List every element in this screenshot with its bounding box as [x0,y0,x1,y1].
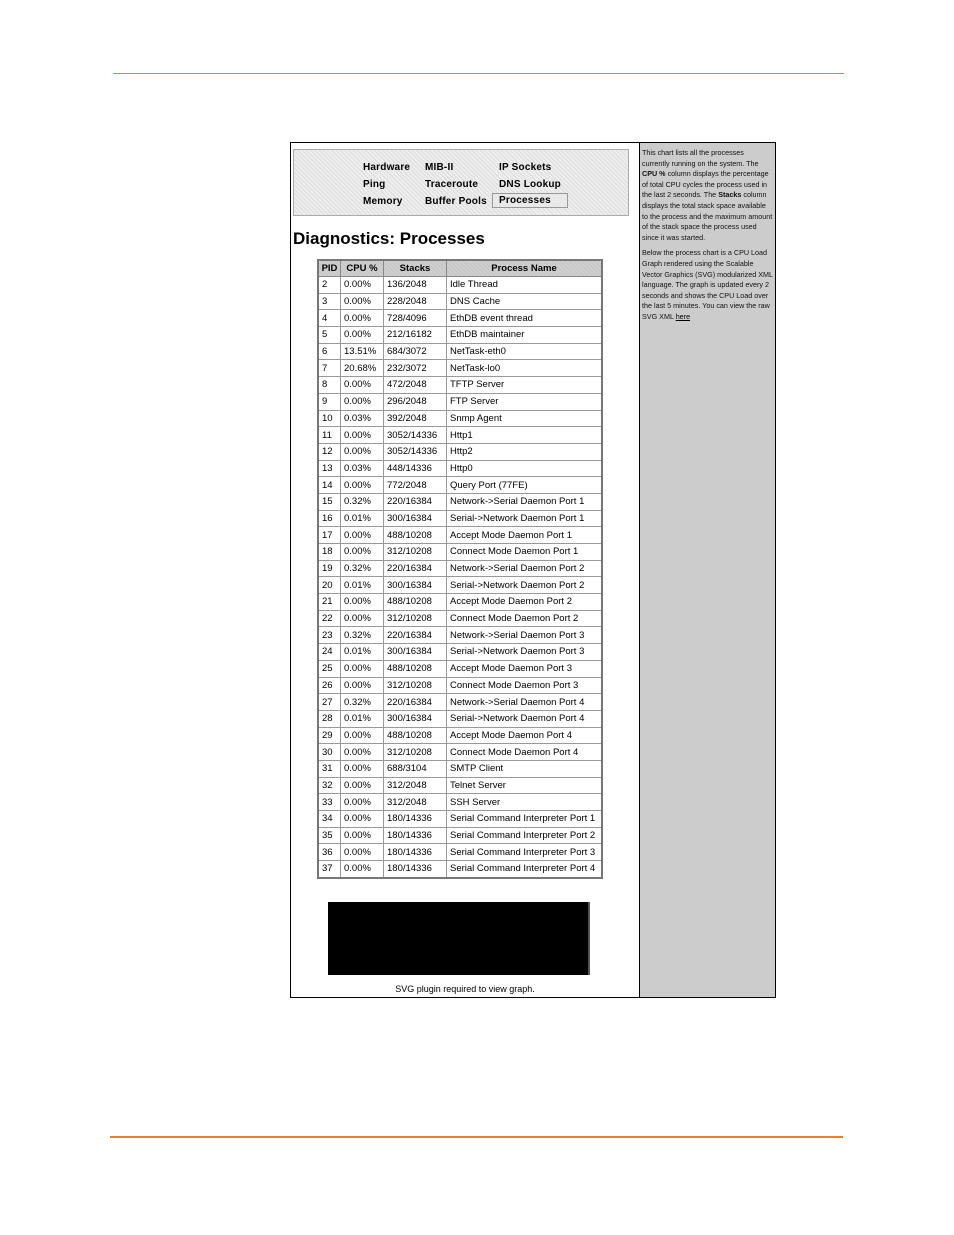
cell-process-name: Serial->Network Daemon Port 4 [447,710,603,727]
table-row [318,710,602,727]
cell-process-name: Accept Mode Daemon Port 2 [447,594,603,611]
cell-cpu: 0.32% [341,560,384,577]
cell-stacks: 180/14336 [384,811,447,828]
cell-stacks: 220/16384 [384,493,447,510]
menu-dns-lookup[interactable]: DNS Lookup [499,179,561,190]
table-row [318,777,602,794]
cell-cpu: 0.01% [341,510,384,527]
cell-stacks: 3052/14336 [384,443,447,460]
cell-stacks: 180/14336 [384,861,447,878]
table-row [318,744,602,761]
cell-cpu: 0.00% [341,310,384,327]
cell-stacks: 220/16384 [384,694,447,711]
cell-cpu: 0.00% [341,844,384,861]
cell-pid: 8 [318,377,341,394]
cell-stacks: 488/10208 [384,527,447,544]
cell-stacks: 312/2048 [384,794,447,811]
cell-stacks: 220/16384 [384,560,447,577]
cell-cpu: 0.00% [341,377,384,394]
graph-plugin-note: SVG plugin required to view graph. [395,984,535,994]
cell-pid: 24 [318,644,341,661]
cell-process-name: Accept Mode Daemon Port 3 [447,660,603,677]
cell-cpu: 0.00% [341,744,384,761]
help-text: column displays the percentage of total CPU cycles the process used in the last 2 seconds. The [642,169,769,200]
table-row [318,861,602,878]
table-row [318,811,602,828]
table-row [318,410,602,427]
cell-cpu: 0.00% [341,811,384,828]
cell-cpu: 0.01% [341,577,384,594]
footer-rule [110,1136,843,1138]
table-row [318,844,602,861]
cell-cpu: 0.00% [341,427,384,444]
cell-stacks: 3052/14336 [384,427,447,444]
cell-cpu: 0.01% [341,710,384,727]
cell-pid: 10 [318,410,341,427]
cell-cpu: 0.00% [341,794,384,811]
cell-stacks: 312/2048 [384,777,447,794]
help-text: column displays the total stack space available to the process and the maximum amount of the stack space the process used since it was started. [642,190,773,242]
cell-cpu: 0.00% [341,827,384,844]
cell-cpu: 0.00% [341,727,384,744]
cell-pid: 35 [318,827,341,844]
cell-process-name: Serial->Network Daemon Port 2 [447,577,603,594]
cell-stacks: 220/16384 [384,627,447,644]
cell-cpu: 13.51% [341,343,384,360]
cell-pid: 4 [318,310,341,327]
table-row [318,460,602,477]
table-row [318,677,602,694]
cell-process-name: Http2 [447,443,603,460]
table-row [318,477,602,494]
table-header-row [318,260,602,277]
table-row [318,377,602,394]
cell-process-name: Network->Serial Daemon Port 3 [447,627,603,644]
table-row [318,310,602,327]
cell-cpu: 20.68% [341,360,384,377]
help-paragraph-graph [642,248,773,322]
table-row [318,544,602,561]
table-row [318,760,602,777]
cell-cpu: 0.03% [341,460,384,477]
cell-stacks: 472/2048 [384,377,447,394]
cell-cpu: 0.00% [341,293,384,310]
cell-cpu: 0.32% [341,493,384,510]
cell-pid: 34 [318,811,341,828]
cell-process-name: SSH Server [447,794,603,811]
cell-stacks: 312/10208 [384,677,447,694]
cell-cpu: 0.00% [341,660,384,677]
cell-pid: 3 [318,293,341,310]
cell-stacks: 728/4096 [384,310,447,327]
cell-process-name: FTP Server [447,393,603,410]
cell-cpu: 0.00% [341,327,384,344]
cell-cpu: 0.00% [341,393,384,410]
help-paragraph-processes [642,148,773,243]
page-title: Diagnostics: Processes [293,229,485,248]
cell-process-name: Serial->Network Daemon Port 3 [447,644,603,661]
cell-pid: 20 [318,577,341,594]
help-text: This chart lists all the processes currently running on the system. The [642,148,759,168]
menu-ip-sockets[interactable]: IP Sockets [499,162,552,173]
header-rule [113,73,844,74]
cell-pid: 18 [318,544,341,561]
cell-process-name: Accept Mode Daemon Port 1 [447,527,603,544]
cell-pid: 22 [318,610,341,627]
cell-pid: 31 [318,760,341,777]
table-row [318,827,602,844]
table-row [318,727,602,744]
cell-stacks: 688/3104 [384,760,447,777]
table-row [318,293,602,310]
table-row [318,493,602,510]
cell-pid: 26 [318,677,341,694]
cell-stacks: 228/2048 [384,293,447,310]
cell-process-name: Connect Mode Daemon Port 4 [447,744,603,761]
cell-pid: 12 [318,443,341,460]
table-row [318,644,602,661]
help-sidebar [639,143,775,997]
cell-process-name: SMTP Client [447,760,603,777]
screenshot-frame [290,142,776,998]
cell-pid: 13 [318,460,341,477]
cell-pid: 5 [318,327,341,344]
cell-cpu: 0.32% [341,627,384,644]
cell-stacks: 312/10208 [384,544,447,561]
menu-ping[interactable]: Ping [363,179,386,190]
table-row [318,360,602,377]
cell-pid: 11 [318,427,341,444]
cell-process-name: Network->Serial Daemon Port 4 [447,694,603,711]
cell-process-name: Connect Mode Daemon Port 3 [447,677,603,694]
cell-process-name: EthDB event thread [447,310,603,327]
cell-stacks: 312/10208 [384,610,447,627]
table-row [318,577,602,594]
cell-stacks: 300/16384 [384,644,447,661]
cell-cpu: 0.00% [341,677,384,694]
cell-process-name: Http0 [447,460,603,477]
cell-process-name: Network->Serial Daemon Port 2 [447,560,603,577]
column-header-stacks: Stacks [384,260,447,277]
cell-pid: 36 [318,844,341,861]
cell-cpu: 0.01% [341,644,384,661]
cell-pid: 30 [318,744,341,761]
cell-pid: 33 [318,794,341,811]
cell-pid: 25 [318,660,341,677]
cell-cpu: 0.00% [341,777,384,794]
cell-process-name: EthDB maintainer [447,327,603,344]
help-term-stacks: Stacks [718,190,742,200]
cell-stacks: 212/16182 [384,327,447,344]
process-table [317,259,603,879]
cell-stacks: 488/10208 [384,660,447,677]
menu-hardware[interactable]: Hardware [363,162,411,173]
table-row [318,560,602,577]
cell-process-name: Http1 [447,427,603,444]
column-header-process-name: Process Name [447,260,603,277]
cell-stacks: 772/2048 [384,477,447,494]
cell-cpu: 0.32% [341,694,384,711]
cell-pid: 32 [318,777,341,794]
cell-process-name: Telnet Server [447,777,603,794]
column-header-cpu: CPU % [341,260,384,277]
cell-cpu: 0.00% [341,527,384,544]
cell-pid: 29 [318,727,341,744]
help-text: Below the process chart is a CPU Load Graph rendered using the Scalable Vector Graphics (SVG) modularized XML language. The graph is updated every 2 seconds and shows the CPU Load over the last 5 minutes. You can view the raw SVG XML [642,248,773,321]
menu-memory[interactable]: Memory [363,196,403,207]
table-row [318,277,602,294]
cell-pid: 23 [318,627,341,644]
cell-stacks: 684/3072 [384,343,447,360]
cell-process-name: Serial Command Interpreter Port 4 [447,861,603,878]
cell-cpu: 0.00% [341,477,384,494]
cell-stacks: 180/14336 [384,844,447,861]
menu-mib-ii[interactable]: MIB-II [425,162,454,173]
cell-pid: 17 [318,527,341,544]
raw-svg-link[interactable]: here [675,311,691,321]
table-row [318,610,602,627]
cell-stacks: 232/3072 [384,360,447,377]
cell-pid: 14 [318,477,341,494]
table-row [318,627,602,644]
cell-cpu: 0.03% [341,410,384,427]
cell-process-name: Connect Mode Daemon Port 2 [447,610,603,627]
table-row [318,443,602,460]
cell-cpu: 0.00% [341,443,384,460]
cell-pid: 37 [318,861,341,878]
table-row [318,393,602,410]
menu-traceroute[interactable]: Traceroute [425,179,479,190]
cell-process-name: Serial Command Interpreter Port 1 [447,811,603,828]
table-row [318,510,602,527]
cell-stacks: 300/16384 [384,510,447,527]
menu-processes[interactable]: Processes [492,193,568,208]
table-row [318,694,602,711]
cell-pid: 21 [318,594,341,611]
cell-cpu: 0.00% [341,861,384,878]
help-term-cpu: CPU % [642,169,666,179]
cell-stacks: 488/10208 [384,594,447,611]
cell-cpu: 0.00% [341,760,384,777]
cell-stacks: 488/10208 [384,727,447,744]
cell-cpu: 0.00% [341,594,384,611]
cell-stacks: 448/14336 [384,460,447,477]
table-row [318,660,602,677]
cell-cpu: 0.00% [341,277,384,294]
table-row [318,343,602,360]
cell-cpu: 0.00% [341,544,384,561]
cell-process-name: Connect Mode Daemon Port 1 [447,544,603,561]
cell-stacks: 300/16384 [384,710,447,727]
cell-pid: 9 [318,393,341,410]
table-row [318,794,602,811]
cell-process-name: Idle Thread [447,277,603,294]
process-table-body [318,277,602,878]
cell-stacks: 136/2048 [384,277,447,294]
table-row [318,327,602,344]
cell-process-name: Serial->Network Daemon Port 1 [447,510,603,527]
cell-stacks: 300/16384 [384,577,447,594]
cell-pid: 16 [318,510,341,527]
cell-pid: 19 [318,560,341,577]
cell-stacks: 312/10208 [384,744,447,761]
cell-process-name: Serial Command Interpreter Port 3 [447,844,603,861]
cell-process-name: Snmp Agent [447,410,603,427]
cell-stacks: 296/2048 [384,393,447,410]
cell-pid: 2 [318,277,341,294]
cell-process-name: Query Port (77FE) [447,477,603,494]
table-row [318,527,602,544]
cell-process-name: Network->Serial Daemon Port 1 [447,493,603,510]
main-content [291,143,639,997]
cell-process-name: NetTask-eth0 [447,343,603,360]
cell-pid: 27 [318,694,341,711]
table-row [318,594,602,611]
cell-cpu: 0.00% [341,610,384,627]
cell-process-name: NetTask-lo0 [447,360,603,377]
column-header-pid: PID [318,260,341,277]
cell-process-name: Serial Command Interpreter Port 2 [447,827,603,844]
cell-process-name: TFTP Server [447,377,603,394]
menu-buffer-pools[interactable]: Buffer Pools [425,196,487,207]
cell-pid: 7 [318,360,341,377]
cell-process-name: Accept Mode Daemon Port 4 [447,727,603,744]
cpu-load-graph [328,902,590,975]
cell-stacks: 392/2048 [384,410,447,427]
cell-pid: 6 [318,343,341,360]
table-row [318,427,602,444]
cell-process-name: DNS Cache [447,293,603,310]
cell-pid: 15 [318,493,341,510]
diagnostics-menu [293,149,629,216]
cell-stacks: 180/14336 [384,827,447,844]
cell-pid: 28 [318,710,341,727]
